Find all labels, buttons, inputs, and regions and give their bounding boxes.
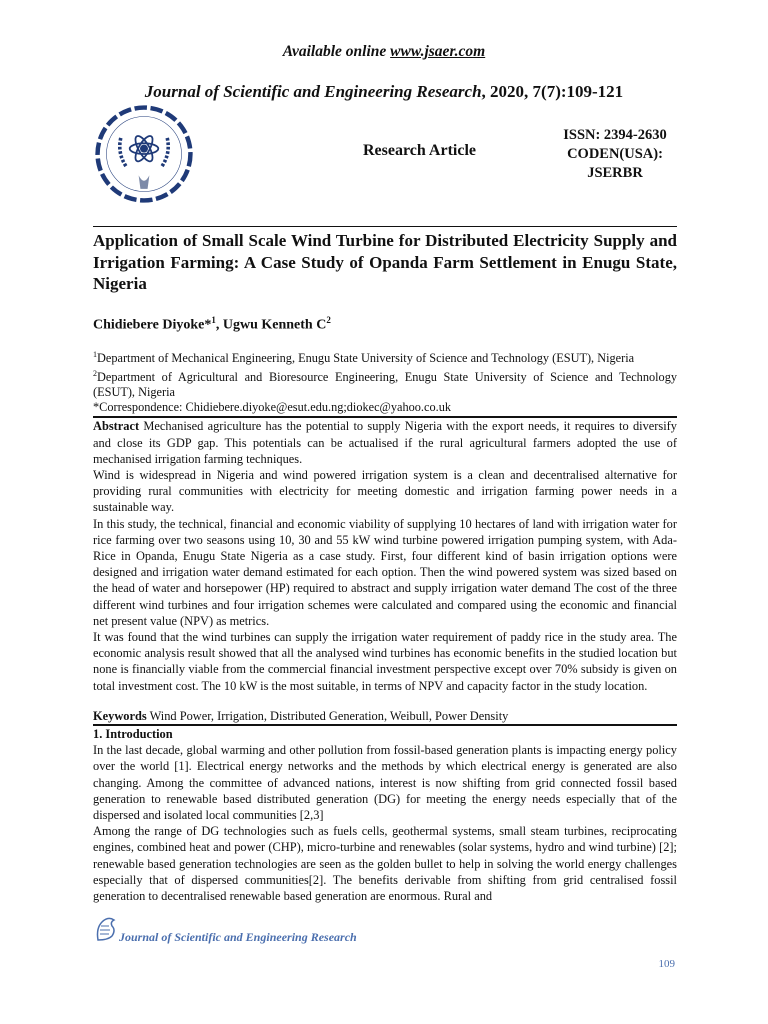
page-footer <box>93 914 677 974</box>
journal-citation <box>0 82 768 102</box>
article-title: Application of Small Scale Wind Turbine for Distributed Electricity Supply and Irrigation Farming: A Case Study of Opanda Farm Settlement in Enugu State, Nigeria <box>93 231 677 293</box>
available-online-label: Available online <box>282 43 391 60</box>
section-heading: 1. Introduction <box>93 727 173 741</box>
journal-name: Journal of Scientific and Engineering Research <box>144 82 482 101</box>
authors <box>93 311 677 335</box>
affiliation-text: Department of Mechanical Engineering, Enugu State University of Science and Technology (ESUT), Nigeria <box>97 351 635 366</box>
issn: ISSN: 2394-2630 <box>563 127 667 143</box>
abstract-paragraph <box>93 418 677 467</box>
coden: CODEN(USA): JSERBR <box>567 146 663 181</box>
footer-journal-name: Journal of Scientific and Engineering Research <box>119 930 357 945</box>
article-type: Research Article <box>363 142 476 159</box>
lion-logo-icon <box>94 914 118 942</box>
keywords <box>93 708 677 724</box>
abstract <box>93 418 677 693</box>
introduction <box>93 726 677 904</box>
author-2-affiliation-mark: 2 <box>326 314 331 325</box>
issn-coden <box>540 126 690 183</box>
affiliations <box>93 347 677 415</box>
journal-website-link[interactable]: www.jsaer.com <box>390 43 486 60</box>
affiliation-mark: 2 <box>93 369 97 379</box>
abstract-paragraph: Wind is widespread in Nigeria and wind powered irrigation system is a clean and decentralised alternative for providing rural communities with electricity for meeting domestic and irrigation farming power needs in a sustainable way. <box>93 467 677 515</box>
title-top-divider <box>93 226 677 227</box>
journal-logo-icon <box>94 104 194 204</box>
intro-paragraph: Among the range of DG technologies such as fuels cells, geothermal systems, small steam turbines, reciprocating engines, combined heat and power (CHP), micro-turbine and renewables (solar systems, hydro and wind turbine) [2]; renewable based generation technologies are seen as the golden bullet to help in solving the world energy challenges especially that of dispersed communities[2]. The benefits derivable from shifting from grid centralised fossil generation to decentralised renewable based generation are enormous. Rural and <box>93 824 677 904</box>
abstract-paragraph: In this study, the technical, financial and economic viability of supplying 10 hectares of land with irrigation water for rice farming over two seasons using 10, 30 and 55 kW wind turbine powered irrigation pumping system, with Ada-Rice in Opanda, Enugu State Nigeria as a case study. First, four different kind of basin irrigation options were designed and irrigation water demand estimated for each option. Then the wind powered system was sized based on the head of water and horsepower (HP) required to abstract and supply irrigation water demand The cost of the three different wind turbines and four irrigation schemes were calculated and compared using the economic and financial net present value (NPV) as metrics. <box>93 516 677 628</box>
keywords-label: Keywords <box>93 708 147 723</box>
affiliation-1 <box>93 347 677 366</box>
author-1: Chidiebere Diyoke* <box>93 317 212 333</box>
affiliation-2 <box>93 366 677 400</box>
correspondence[interactable]: *Correspondence: Chidiebere.diyoke@esut.edu.ng;diokec@yahoo.co.uk <box>93 400 451 415</box>
author-2: , Ugwu Kenneth C <box>215 317 327 333</box>
abstract-label: Abstract <box>93 419 140 434</box>
article-body <box>93 226 677 974</box>
keywords-text: Wind Power, Irrigation, Distributed Generation, Weibull, Power Density <box>146 708 509 723</box>
intro-paragraph: In the last decade, global warming and other pollution from fossil-based generation plants is impacting energy policy over the world [1]. Electrical energy networks and the methods by which electrical energy is generated are also changing. Among the committee of advanced nations, interest is now shifting from grid connected fossil based generation to renewable based distributed generation (DG) for meeting the energy needs especially that of the dispersed and isolated local communities [2,3] <box>93 743 677 823</box>
available-online <box>0 43 768 61</box>
affiliation-text: Department of Agricultural and Bioresource Engineering, Enugu State University of Science and Technology (ESUT), Nigeria <box>93 370 677 400</box>
abstract-text: Mechanised agriculture has the potential to supply Nigeria with the export needs, it requires to diversify and close its GDP gap. This potentials can be actualised if the rural agricultural farmers adopted the use of mechanised irrigation farming techniques. <box>93 419 677 466</box>
affiliation-mark: 1 <box>93 350 97 360</box>
citation-details: , 2020, 7(7):109-121 <box>481 82 624 101</box>
page-number: 109 <box>658 958 675 971</box>
abstract-paragraph: It was found that the wind turbines can supply the irrigation water requirement of paddy rice in the study area. The economic analysis result showed that all the analysed wind turbines has economic benefits in the studied location but none is financially viable from the commercial financial investment perspective except over 70% subsidy is given on total investment cost. The 10 kW is the most suitable, in terms of NPV and capacity factor in the study location. <box>93 629 677 693</box>
author-1-affiliation-mark: 1 <box>211 314 216 325</box>
